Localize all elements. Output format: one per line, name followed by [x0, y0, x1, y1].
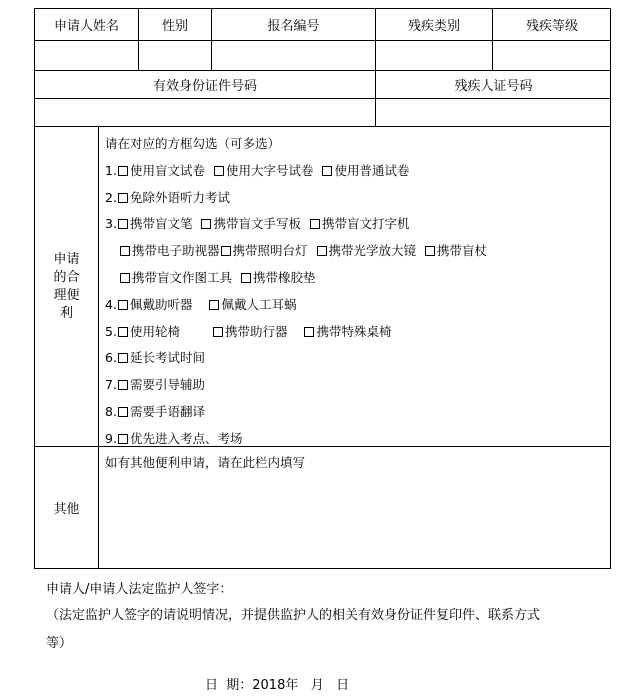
- accommodation-options: [99, 127, 611, 447]
- accommodation-label-part: 利: [59, 305, 73, 321]
- option-number: 3.: [105, 216, 117, 232]
- checkbox[interactable]: [120, 246, 130, 256]
- gender-field[interactable]: [139, 41, 212, 71]
- option-row-8: [105, 399, 607, 426]
- header-disability-level: 残疾等级: [493, 9, 611, 41]
- option-number: 5.: [105, 323, 117, 339]
- checkbox[interactable]: [317, 246, 327, 256]
- option-label: 延长考试时间: [129, 350, 205, 366]
- instruction-text: 请在对应的方框勾选（可多选）: [105, 136, 281, 151]
- other-field[interactable]: [99, 447, 611, 568]
- option-label: 携带盲杖: [437, 243, 488, 259]
- option-number: 1.: [105, 162, 117, 178]
- checkbox[interactable]: [214, 166, 224, 176]
- checkbox[interactable]: [118, 300, 128, 310]
- header-registration-number: 报名编号: [212, 9, 376, 41]
- checkbox[interactable]: [310, 219, 320, 229]
- checkbox[interactable]: [209, 300, 219, 310]
- option-label: 佩戴助听器: [129, 296, 193, 312]
- signature-line: 申请人/申请人法定监护人签字：: [46, 582, 233, 597]
- option-label: 使用盲文试卷: [129, 162, 205, 178]
- option-number: 9.: [105, 430, 117, 446]
- option-label: 携带特殊桌椅: [316, 323, 392, 339]
- id-number-field[interactable]: [35, 99, 376, 127]
- application-table: [34, 8, 611, 569]
- option-list: [105, 131, 607, 453]
- checkbox[interactable]: [118, 166, 128, 176]
- option-label: 优先进入考点、考场: [129, 430, 243, 446]
- option-label: 需要引导辅助: [129, 377, 205, 393]
- name-field[interactable]: [35, 41, 139, 71]
- option-label: 携带电子助视器: [132, 243, 220, 259]
- option-row-6: [105, 345, 607, 372]
- option-label: 携带盲文作图工具: [132, 269, 233, 285]
- signature-note: （法定监护人签字的请说明情况，并提供监护人的相关有效身份证件复印件、联系方式: [46, 608, 541, 623]
- checkbox[interactable]: [201, 219, 211, 229]
- checkbox[interactable]: [304, 327, 314, 337]
- option-number: 8.: [105, 403, 117, 419]
- checkbox[interactable]: [118, 219, 128, 229]
- checkbox[interactable]: [118, 193, 128, 203]
- checkbox[interactable]: [118, 353, 128, 363]
- option-label: 携带照明台灯: [232, 243, 308, 259]
- option-label: 携带橡胶垫: [253, 269, 316, 285]
- checkbox[interactable]: [241, 273, 251, 283]
- disability-certificate-field[interactable]: [376, 99, 611, 127]
- option-row-4: [105, 292, 607, 319]
- option-label: 携带盲文打字机: [321, 216, 410, 232]
- disability-level-field[interactable]: [493, 41, 611, 71]
- option-row-7: [105, 372, 607, 399]
- checkbox[interactable]: [213, 327, 223, 337]
- option-label: 使用大字号试卷: [225, 162, 314, 178]
- date-line: 日 期：2018年 月 日: [205, 678, 350, 693]
- option-row-3b: [105, 238, 607, 265]
- header-disability-type: 残疾类别: [376, 9, 493, 41]
- header-disability-certificate: 残疾人证号码: [376, 71, 611, 99]
- checkbox[interactable]: [118, 327, 128, 337]
- accommodation-label-part: 申请: [53, 251, 80, 267]
- option-label: 佩戴人工耳蜗: [221, 296, 297, 312]
- option-number: 7.: [105, 377, 117, 393]
- option-label: 携带盲文笔: [129, 216, 193, 232]
- checkbox[interactable]: [221, 246, 231, 256]
- header-gender: 性别: [139, 9, 212, 41]
- option-label: 携带盲文手写板: [213, 216, 301, 232]
- option-row-2: [105, 185, 607, 212]
- option-label: 需要手语翻译: [129, 403, 205, 419]
- option-label: 携带光学放大镜: [328, 243, 417, 259]
- checkbox[interactable]: [322, 166, 332, 176]
- option-label: 使用轮椅: [129, 323, 180, 339]
- other-label: 其他: [35, 447, 99, 568]
- accommodation-label-part: 理便: [53, 287, 80, 303]
- option-label: 免除外语听力考试: [129, 189, 230, 205]
- checkbox[interactable]: [118, 380, 128, 390]
- checkbox[interactable]: [118, 434, 128, 444]
- accommodation-label-part: 的合: [53, 269, 80, 285]
- checkbox[interactable]: [425, 246, 435, 256]
- option-number: 4.: [105, 296, 117, 312]
- checkbox[interactable]: [120, 273, 130, 283]
- option-number: 2.: [105, 189, 117, 205]
- header-name: 申请人姓名: [35, 9, 139, 41]
- option-number: 6.: [105, 350, 117, 366]
- disability-type-field[interactable]: [376, 41, 493, 71]
- signature-note-continued: 等）: [46, 636, 73, 651]
- header-id-number: 有效身份证件号码: [35, 71, 376, 99]
- option-label: 携带助行器: [224, 323, 288, 339]
- option-row-1: [105, 158, 607, 185]
- option-row-3: [105, 211, 607, 238]
- checkbox[interactable]: [118, 407, 128, 417]
- option-row-5: [105, 319, 607, 346]
- option-label: 使用普通试卷: [334, 162, 410, 178]
- other-note: 如有其他便利申请，请在此栏内填写: [105, 455, 306, 470]
- registration-number-field[interactable]: [212, 41, 376, 71]
- accommodation-label: [35, 127, 99, 447]
- option-row-3c: [105, 265, 607, 292]
